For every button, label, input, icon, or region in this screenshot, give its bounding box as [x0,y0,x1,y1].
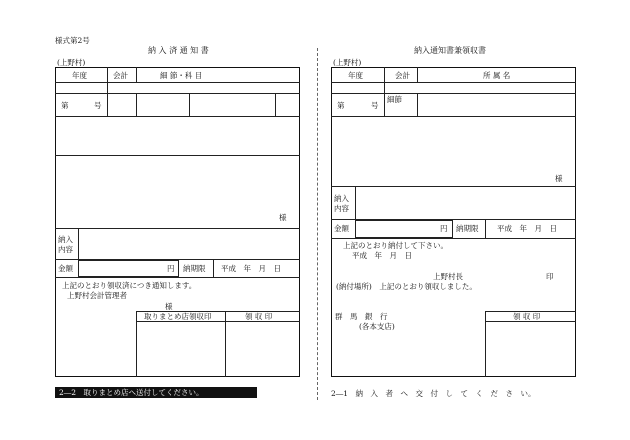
right-header-year: 年度 [348,71,363,80]
left-due-date: 平成 年 月 日 [221,264,281,273]
left-content-label: 納入 内容 [58,235,73,254]
left-note-1: 上記のとおり領収済につき通知します。 [62,281,197,290]
right-due-date: 平成 年 月 日 [497,224,557,233]
form-number: 様式第2号 [55,36,90,45]
right-amount-label: 金額 [334,224,349,233]
right-number-label-1: 第 [337,101,345,110]
right-note-1: 上記のとおり納付して下さい。 [343,241,448,250]
left-header-section: 細 節・科 目 [160,71,203,80]
left-header-year: 年度 [72,71,87,80]
left-yen: 円 [167,264,175,273]
left-title: 納 入 済 通 知 書 [148,46,209,55]
right-subsection-label: 細節 [387,95,402,104]
right-honorific: 様 [555,174,563,183]
right-village-label: (上野村) [333,58,362,67]
left-receipt-seal-label: 領 収 印 [245,312,273,321]
left-honorific-2: 様 [165,302,173,311]
left-amount-box [78,260,179,277]
left-number-label-1: 第 [61,101,69,110]
cut-line [317,48,318,400]
right-bank-branch: (各本支店) [359,322,395,331]
left-number-label-2: 号 [94,101,102,110]
right-receipt-seal-label: 領 収 印 [513,312,541,321]
right-number-label-2: 号 [371,101,379,110]
right-bank-name: 群 馬 銀 行 [335,312,388,321]
right-header-account: 会計 [395,71,410,80]
right-header-dept: 所 属 名 [483,71,511,80]
left-village-label: (上野村) [57,58,86,67]
left-header-account: 会計 [113,71,128,80]
right-payment-place: (納付場所) 上記のとおり領収しました。 [336,282,477,291]
left-form-frame [55,67,300,377]
left-note-2: 上野村会計管理者 [67,291,127,300]
right-content-label: 納入 内容 [334,194,349,213]
right-due-label: 納期限 [456,224,479,233]
left-footer-instruction: 2―2 取りまとめ店へ送付してください。 [55,387,257,398]
left-due-label: 納期限 [183,264,206,273]
left-honorific-1: 様 [279,213,287,222]
left-receipt-stamp-label: 取りまとめ店領収印 [144,312,212,321]
right-note-date: 平成 年 月 日 [352,251,412,260]
right-amount-box [355,220,453,238]
right-mayor-label: 上野村長 [433,272,463,281]
left-amount-label: 金額 [58,264,73,273]
right-footer-instruction: 2―1 納 入 者 へ 交 付 し て く だ さ い。 [331,389,536,398]
right-yen: 円 [440,224,448,233]
right-seal-mark: 印 [546,272,554,281]
right-title: 納入通知書兼領収書 [414,46,486,55]
